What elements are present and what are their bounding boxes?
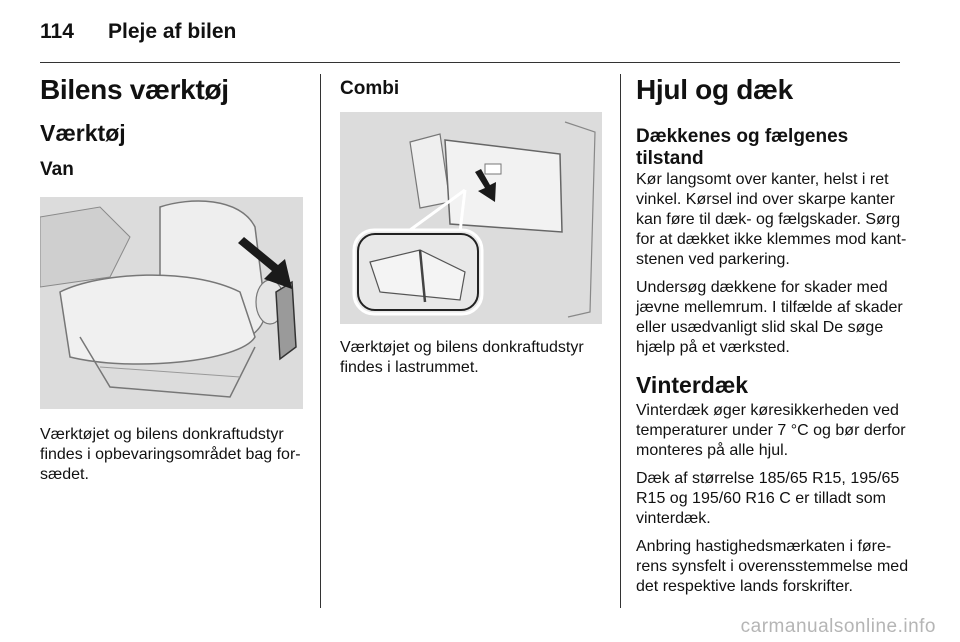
tyre-condition-paragraph-1: Kør langsomt over kanter, helst i ret vinkel. Kørsel ind over skarpe kanter kan føre til dæk- og fælgskader. Sørg for at dækket ikke klemmes mod kant-stenen ved parkering. xyxy=(636,171,907,268)
winter-tyres-paragraph-2: Dæk af størrelse 185/65 R15, 195/65 R15 og 195/60 R16 C er tilladt som vinterdæk. xyxy=(636,470,900,527)
winter-tyres-paragraph-3: Anbring hastighedsmærkaten i føre-rens synsfelt i overensstemmelse med det respektive lands forskrifter. xyxy=(636,538,909,595)
page-number: 114 xyxy=(40,20,74,43)
van-seat-drawing xyxy=(40,197,303,409)
column-left xyxy=(40,74,305,485)
tyre-condition-paragraph-2: Undersøg dækkene for skader med jævne mellemrum. I tilfælde af skader eller usædvanligt slid skal De søge hjælp på et værksted. xyxy=(636,279,903,356)
variant-heading-combi: Combi xyxy=(340,78,400,99)
combi-cargo-illustration xyxy=(340,112,602,324)
column-divider-2 xyxy=(620,74,621,608)
winter-tyres-heading: Vinterdæk xyxy=(636,372,749,398)
van-seat-illustration xyxy=(40,197,303,409)
column-divider-1 xyxy=(320,74,321,608)
section-title: Bilens værktøj xyxy=(40,74,229,105)
winter-tyres-paragraph-1: Vinterdæk øger køresikkerheden ved temperaturer under 7 °C og bør derfor monteres på alle hjul. xyxy=(636,402,906,459)
tyre-condition-heading: Dækkenes og fælgenes tilstand xyxy=(636,126,849,169)
page-header xyxy=(40,20,236,44)
header-rule xyxy=(40,62,900,63)
watermark: carmanualsonline.info xyxy=(740,616,936,637)
column-right xyxy=(636,74,918,597)
column-middle xyxy=(340,74,602,378)
van-caption: Værktøjet og bilens donkraftudstyr findes i opbevaringsområdet bag for-sædet. xyxy=(40,426,301,483)
chapter-title: Pleje af bilen xyxy=(108,20,237,43)
wheels-title: Hjul og dæk xyxy=(636,74,793,105)
combi-caption: Værktøjet og bilens donkraftudstyr findes i lastrummet. xyxy=(340,339,584,376)
combi-cargo-drawing xyxy=(340,112,602,324)
subsection-title: Værktøj xyxy=(40,120,126,146)
variant-heading-van: Van xyxy=(40,159,74,180)
